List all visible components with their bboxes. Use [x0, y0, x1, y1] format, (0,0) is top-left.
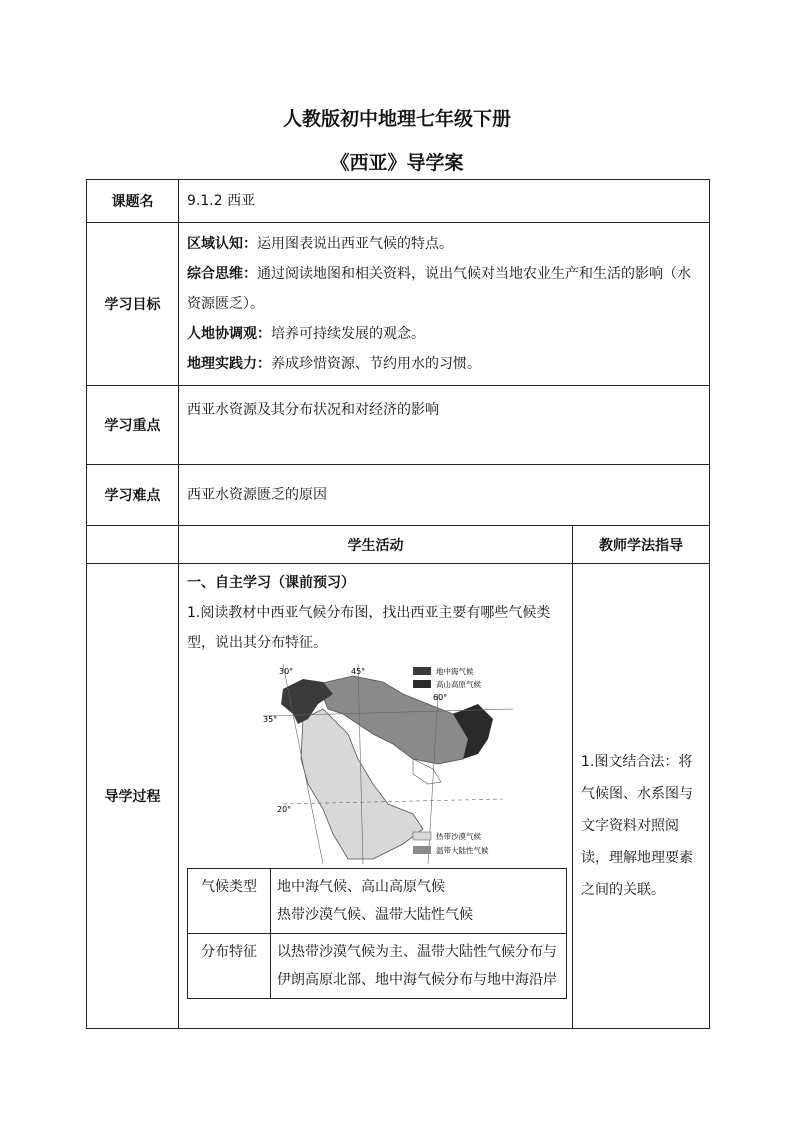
process-label: 导学过程	[87, 564, 179, 1029]
guide-header: 教师学法指导	[573, 526, 710, 564]
empty-header-cell	[87, 526, 179, 564]
goal-text: 运用图表说出西亚气候的特点。	[257, 236, 453, 252]
west-asia-climate-map-svg	[263, 664, 513, 864]
legend-desert: 热带沙漠气候	[436, 832, 481, 841]
distribution-value: 以热带沙漠气候为主、温带大陆性气候分布与伊朗高原北部、地中海气候分布与地中海沿岸	[271, 934, 567, 999]
lon-label: 45°	[351, 667, 366, 676]
lat-label: 35°	[263, 715, 278, 724]
goal-head: 区域认知：	[187, 236, 257, 252]
focus-value: 西亚水资源及其分布状况和对经济的影响	[179, 386, 710, 465]
goal-head: 地理实践力：	[187, 356, 271, 372]
lon-label: 60°	[433, 693, 448, 702]
topic-label: 课题名	[87, 180, 179, 223]
climate-type-line: 热带沙漠气候、温带大陆性气候	[277, 907, 473, 923]
focus-label: 学习重点	[87, 386, 179, 465]
goals-label: 学习目标	[87, 223, 179, 386]
goal-text: 养成珍惜资源、节约用水的习惯。	[271, 356, 481, 372]
goal-head: 人地协调观：	[187, 326, 271, 342]
lat-label: 20°	[277, 805, 292, 814]
legend-swatch	[413, 667, 431, 675]
difficulty-label: 学习难点	[87, 465, 179, 526]
legend-swatch	[413, 846, 431, 854]
topic-value: 9.1.2 西亚	[179, 180, 710, 223]
question-text: 1.阅读教材中西亚气候分布图，找出西亚主要有哪些气候类型，说出其分布特征。	[187, 605, 551, 651]
legend-continental: 温带大陆性气候	[436, 846, 489, 855]
document-subtitle: 《西亚》导学案	[330, 152, 464, 174]
goals-cell	[179, 223, 710, 386]
goal-item	[187, 349, 701, 379]
activity-header: 学生活动	[179, 526, 573, 564]
distribution-label: 分布特征	[188, 934, 271, 999]
goal-item	[187, 319, 701, 349]
climate-type-label: 气候类型	[188, 869, 271, 934]
legend-swatch	[413, 680, 431, 688]
climate-type-line: 地中海气候、高山高原气候	[277, 879, 445, 895]
lesson-table	[86, 179, 710, 1029]
guide-text: 1.图文结合法：将气候图、水系图与文字资料对照阅读，理解地理要素之间的关联。	[581, 754, 693, 898]
difficulty-value: 西亚水资源匮乏的原因	[179, 465, 710, 526]
lon-label: 30°	[279, 667, 294, 676]
goal-item	[187, 259, 701, 319]
goal-head: 综合思维：	[187, 266, 257, 282]
goal-text: 通过阅读地图和相关资料，说出气候对当地农业生产和生活的影响（水资源匮乏）。	[187, 266, 691, 312]
document-title: 人教版初中地理七年级下册	[282, 108, 511, 130]
section-heading: 一、自主学习（课前预习）	[187, 575, 355, 591]
climate-map	[263, 664, 513, 864]
goal-text: 培养可持续发展的观念。	[271, 326, 425, 342]
climate-type-value	[271, 869, 567, 934]
goal-item	[187, 229, 701, 259]
legend-highland: 高山高原气候	[436, 680, 481, 689]
climate-table	[187, 868, 567, 999]
guide-cell	[573, 564, 710, 1029]
legend-swatch	[413, 832, 431, 840]
activity-cell	[179, 564, 573, 1029]
legend-mediterranean: 地中海气候	[436, 667, 474, 676]
